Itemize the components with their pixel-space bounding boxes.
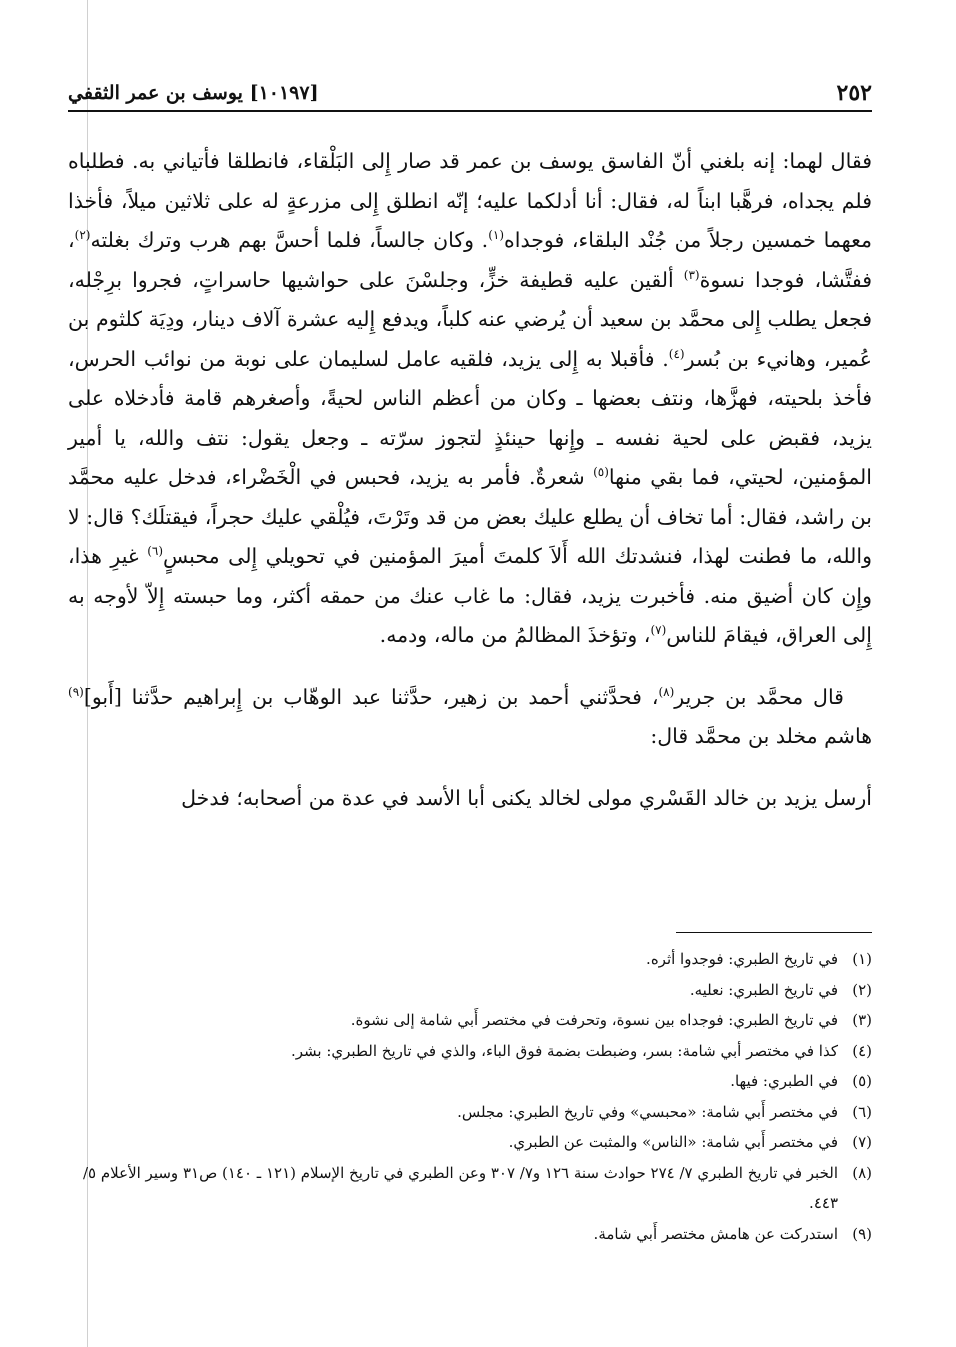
- text-segment: هاشم مخلد بن محمَّد قال:: [650, 724, 872, 748]
- page-header: [68, 80, 872, 112]
- text-segment: . وكان جالساً، فلما أحسَّ بهم هرب وترك بغلته: [90, 228, 489, 252]
- footnote-text: كذا في مختصر أبي شامة: بسر، وضبطت بضمة فوق الباء، والذي في تاريخ الطبري: بشر.: [290, 1041, 838, 1060]
- footnote-number: (٢): [852, 980, 872, 999]
- footnote-number: (٨): [852, 1163, 872, 1182]
- paragraph-1: [68, 142, 872, 656]
- footnote-text: الخبر في تاريخ الطبري ٧/ ٢٧٤ حوادث سنة ١٢٦ و٧/ ٣٠٧ وعن الطبري في تاريخ الإسلام (١٢١ ـ ١٤٠) ص٣١ وسير الأعلام ٥/ ٤٤٣.: [82, 1163, 838, 1212]
- footnote-item: [68, 975, 872, 1006]
- footnote-number: (٤): [852, 1041, 872, 1060]
- text-segment: قال محمَّد بن جرير: [674, 684, 844, 709]
- text-segment: ألقين عليه قطيفة خزٍّ، وجلسْنَ على حواشيها حاسراتٍ، فجروا برِجْله، فجعل يطلب إِلى محمَّد بن سعيد أن يُرضي عنه كلباً، ويدفع إِليه عشرة آلاف دينار، ودِيَة كلثوم بن عُمير، وهانيء بن بُسر: [68, 267, 872, 371]
- footnote-item: [68, 1127, 872, 1158]
- footnote-text: في تاريخ الطبري: فوجدوا أثره.: [646, 950, 838, 968]
- footnote-ref: (٢): [74, 228, 91, 243]
- text-segment: ، ففتَّشا، فوجدا نسوة: [68, 228, 872, 292]
- footnote-number: (٣): [852, 1011, 872, 1029]
- footnote-item: [68, 1219, 872, 1250]
- running-title: [١٠١٩٧] يوسف بن عمر الثقفي: [68, 82, 319, 104]
- footnote-text: في مختصر أَبي شامة: «محبسي» وفي تاريخ الطبري: مجلس.: [457, 1102, 838, 1121]
- footnote-item: [68, 1066, 872, 1097]
- text-segment: . فأقبلا به إِلى يزيد، فلقيه عامل لسليمان على نوبة من نوائب الحرس، فأخذ بلحيته، فهزَّها، ونتف بعضها ـ وكان من أعظم الناس لحيةً، وأصغرهم قامة فأدخلاه على يزيد، فقبض على لحية نفسه ـ وإِنها حينئذٍ لتجوز سرّته ـ وجعل يقول: نتف والله، يا أمير المؤمنين، لحيتي، فما بقي منها: [68, 346, 872, 489]
- main-text: [68, 142, 872, 818]
- footnote-ref: (٤): [668, 346, 685, 361]
- footnote-number: (٧): [852, 1133, 872, 1151]
- footnote-item: [68, 944, 872, 975]
- footnote-ref: (٦): [147, 544, 164, 559]
- footnote-ref: (٩): [68, 684, 84, 699]
- footnote-separator: [676, 932, 872, 933]
- footnote-item: [68, 1158, 872, 1219]
- text-segment: غيرِ هذا، وإِن كان أضيق منه. فأخبرت يزيد، فقال: ما غاب عنك من حمقه أكثر، وما حبسته إِلاّ لأوجه به إِلى العراق، فيقامَ للناس: [68, 544, 872, 647]
- text-segment: أرسل يزيد بن خالد القَسْري مولى لخالد يكنى أبا الأسد في عدة من أصحابه؛ فدخل: [181, 785, 872, 810]
- footnote-text: في تاريخ الطبري: فوجداه بين نسوة، وتحرفت في مختصر أَبي شامة إلى نشوة.: [350, 1011, 838, 1029]
- footnote-item: [68, 1005, 872, 1036]
- text-segment: فقال لهما: إنه بلغني أنّ الفاسق يوسف بن عمر قد صار إِلى البَلْقاء، فانطلقا فأتياني به. فطلباه فلم يجداه، فرهَّبا ابناً له، فقال: أنا أدلكما عليه؛ إنّه انطلق إِلى مزرعةٍ له على ثلاثين ميلاً، فأخذا معهما خمسين رجلاً من جُنْد البلقاء، فوجداه: [68, 149, 872, 252]
- footnotes: [68, 944, 872, 1249]
- footnote-ref: (١): [488, 228, 505, 243]
- footnote-ref: (٧): [650, 623, 667, 638]
- footnote-item: [68, 1036, 872, 1067]
- paragraph-2: [68, 678, 872, 757]
- footnote-number: (٦): [852, 1102, 872, 1121]
- footnote-item: [68, 1097, 872, 1128]
- footnote-ref: (٥): [593, 465, 609, 480]
- page-number: ٢٥٢: [836, 80, 872, 106]
- footnote-text: في مختصر أَبي شامة: «الناس» والمثبت عن الطبري.: [508, 1133, 838, 1151]
- footnote-number: (٩): [852, 1224, 872, 1243]
- footnote-number: (٥): [852, 1072, 872, 1090]
- paragraph-3: [68, 779, 872, 819]
- footnote-text: في تاريخ الطبري: نعليه.: [689, 980, 838, 999]
- text-segment: شعرةٌ. فأمر به يزيد، فحبس في الْخَضْراء، فدخل عليه محمَّد بن راشد، فقال: أما تخاف أن يطلع عليك بعض من قد وتَرْتَ، فيُلْقي عليك حجراً، فيقتلَك؟ قال: لا والله، ما فطنت لهذا، فنشدتك الله أَلاَ كلمتَ أميرَ المؤمنين في تحويلي إِلى محبسٍ: [68, 465, 872, 568]
- footnote-text: استدركت عن هامش مختصر أَبي شامة.: [593, 1224, 838, 1243]
- text-segment: ، وتؤخذَ المظالمُ من ماله، ودمه.: [379, 623, 651, 647]
- footnote-ref: (٣): [683, 267, 700, 282]
- footnote-number: (١): [852, 950, 872, 968]
- text-segment: ، فحدَّثني أحمد بن زهير، حدَّثنا عبد الوهّاب بن إِبراهيم حدَّثنا [أَبو]: [83, 684, 659, 709]
- footnote-text: في الطبري: فيها.: [730, 1072, 838, 1090]
- footnote-ref: (٨): [658, 684, 675, 699]
